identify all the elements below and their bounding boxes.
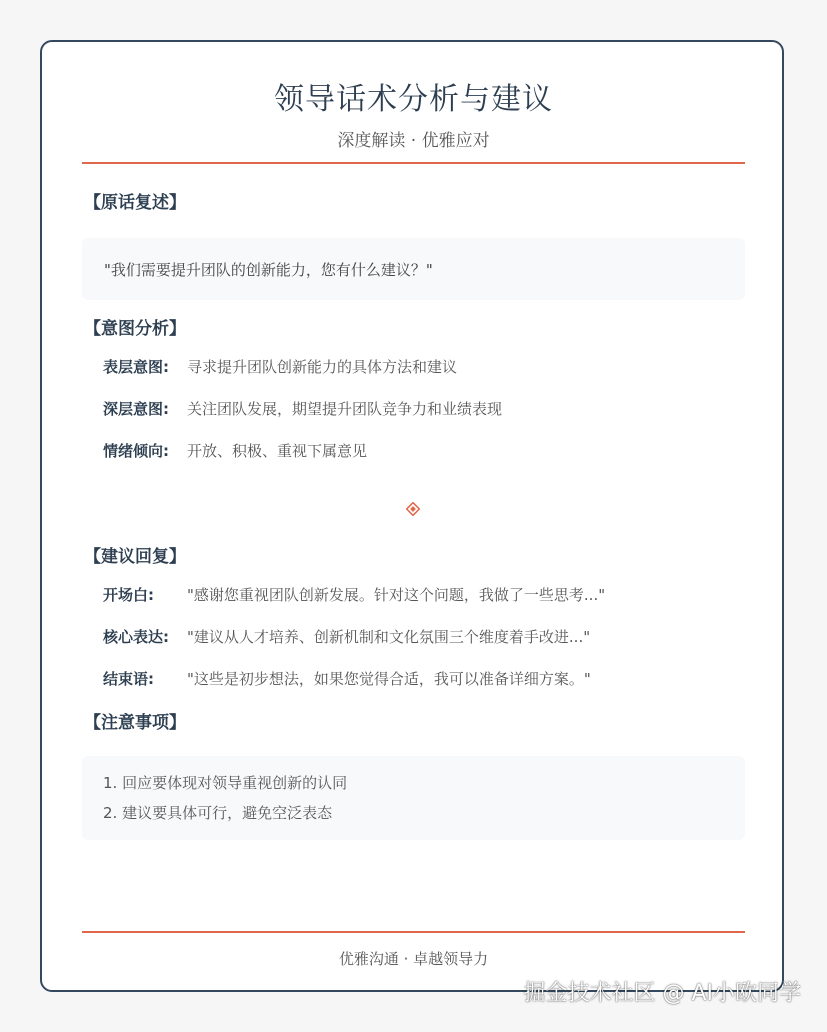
section-heading-notes: 【注意事项】 <box>84 713 186 733</box>
reply-value: "这些是初步想法，如果您觉得合适，我可以准备详细方案。" <box>187 670 591 688</box>
page-title: 领导话术分析与建议 <box>274 82 553 117</box>
reply-row-opening <box>103 584 605 605</box>
intent-row-deep <box>103 398 502 419</box>
intent-row-emotion <box>103 440 367 461</box>
quote-box <box>82 238 745 300</box>
reply-row-closing <box>103 668 591 689</box>
intent-label: 情绪倾向: <box>103 442 169 460</box>
notes-box <box>82 756 745 840</box>
intent-value: 开放、积极、重视下属意见 <box>187 442 368 460</box>
intent-value: 寻求提升团队创新能力的具体方法和建议 <box>187 358 458 376</box>
quote-text: "我们需要提升团队的创新能力，您有什么建议？" <box>104 261 433 279</box>
watermark: 掘金技术社区 @ AI小欧同学 <box>523 981 801 1006</box>
section-heading-intent: 【意图分析】 <box>84 319 186 339</box>
note-item: 2. 建议要具体可行，避免空泛表态 <box>103 804 333 822</box>
reply-row-core <box>103 626 590 647</box>
intent-row-surface <box>103 356 457 377</box>
reply-label: 核心表达: <box>103 628 169 646</box>
diamond-icon <box>406 502 420 516</box>
footer-divider <box>82 931 745 933</box>
reply-value: "感谢您重视团队创新发展。针对这个问题，我做了一些思考..." <box>187 586 606 604</box>
footer-text: 优雅沟通 · 卓越领导力 <box>338 950 489 968</box>
reply-label: 开场白: <box>103 586 154 604</box>
intent-label: 深层意图: <box>103 400 169 418</box>
intent-label: 表层意图: <box>103 358 169 376</box>
document-card <box>40 40 784 992</box>
header-divider <box>82 162 745 164</box>
intent-value: 关注团队发展，期望提升团队竞争力和业绩表现 <box>187 400 503 418</box>
note-item: 1. 回应要体现对领导重视创新的认同 <box>103 774 348 792</box>
reply-label: 结束语: <box>103 670 154 688</box>
section-heading-reply: 【建议回复】 <box>84 547 186 567</box>
reply-value: "建议从人才培养、创新机制和文化氛围三个维度着手改进..." <box>187 628 591 646</box>
page-subtitle: 深度解读 · 优雅应对 <box>337 131 490 151</box>
section-heading-original: 【原话复述】 <box>84 193 186 213</box>
